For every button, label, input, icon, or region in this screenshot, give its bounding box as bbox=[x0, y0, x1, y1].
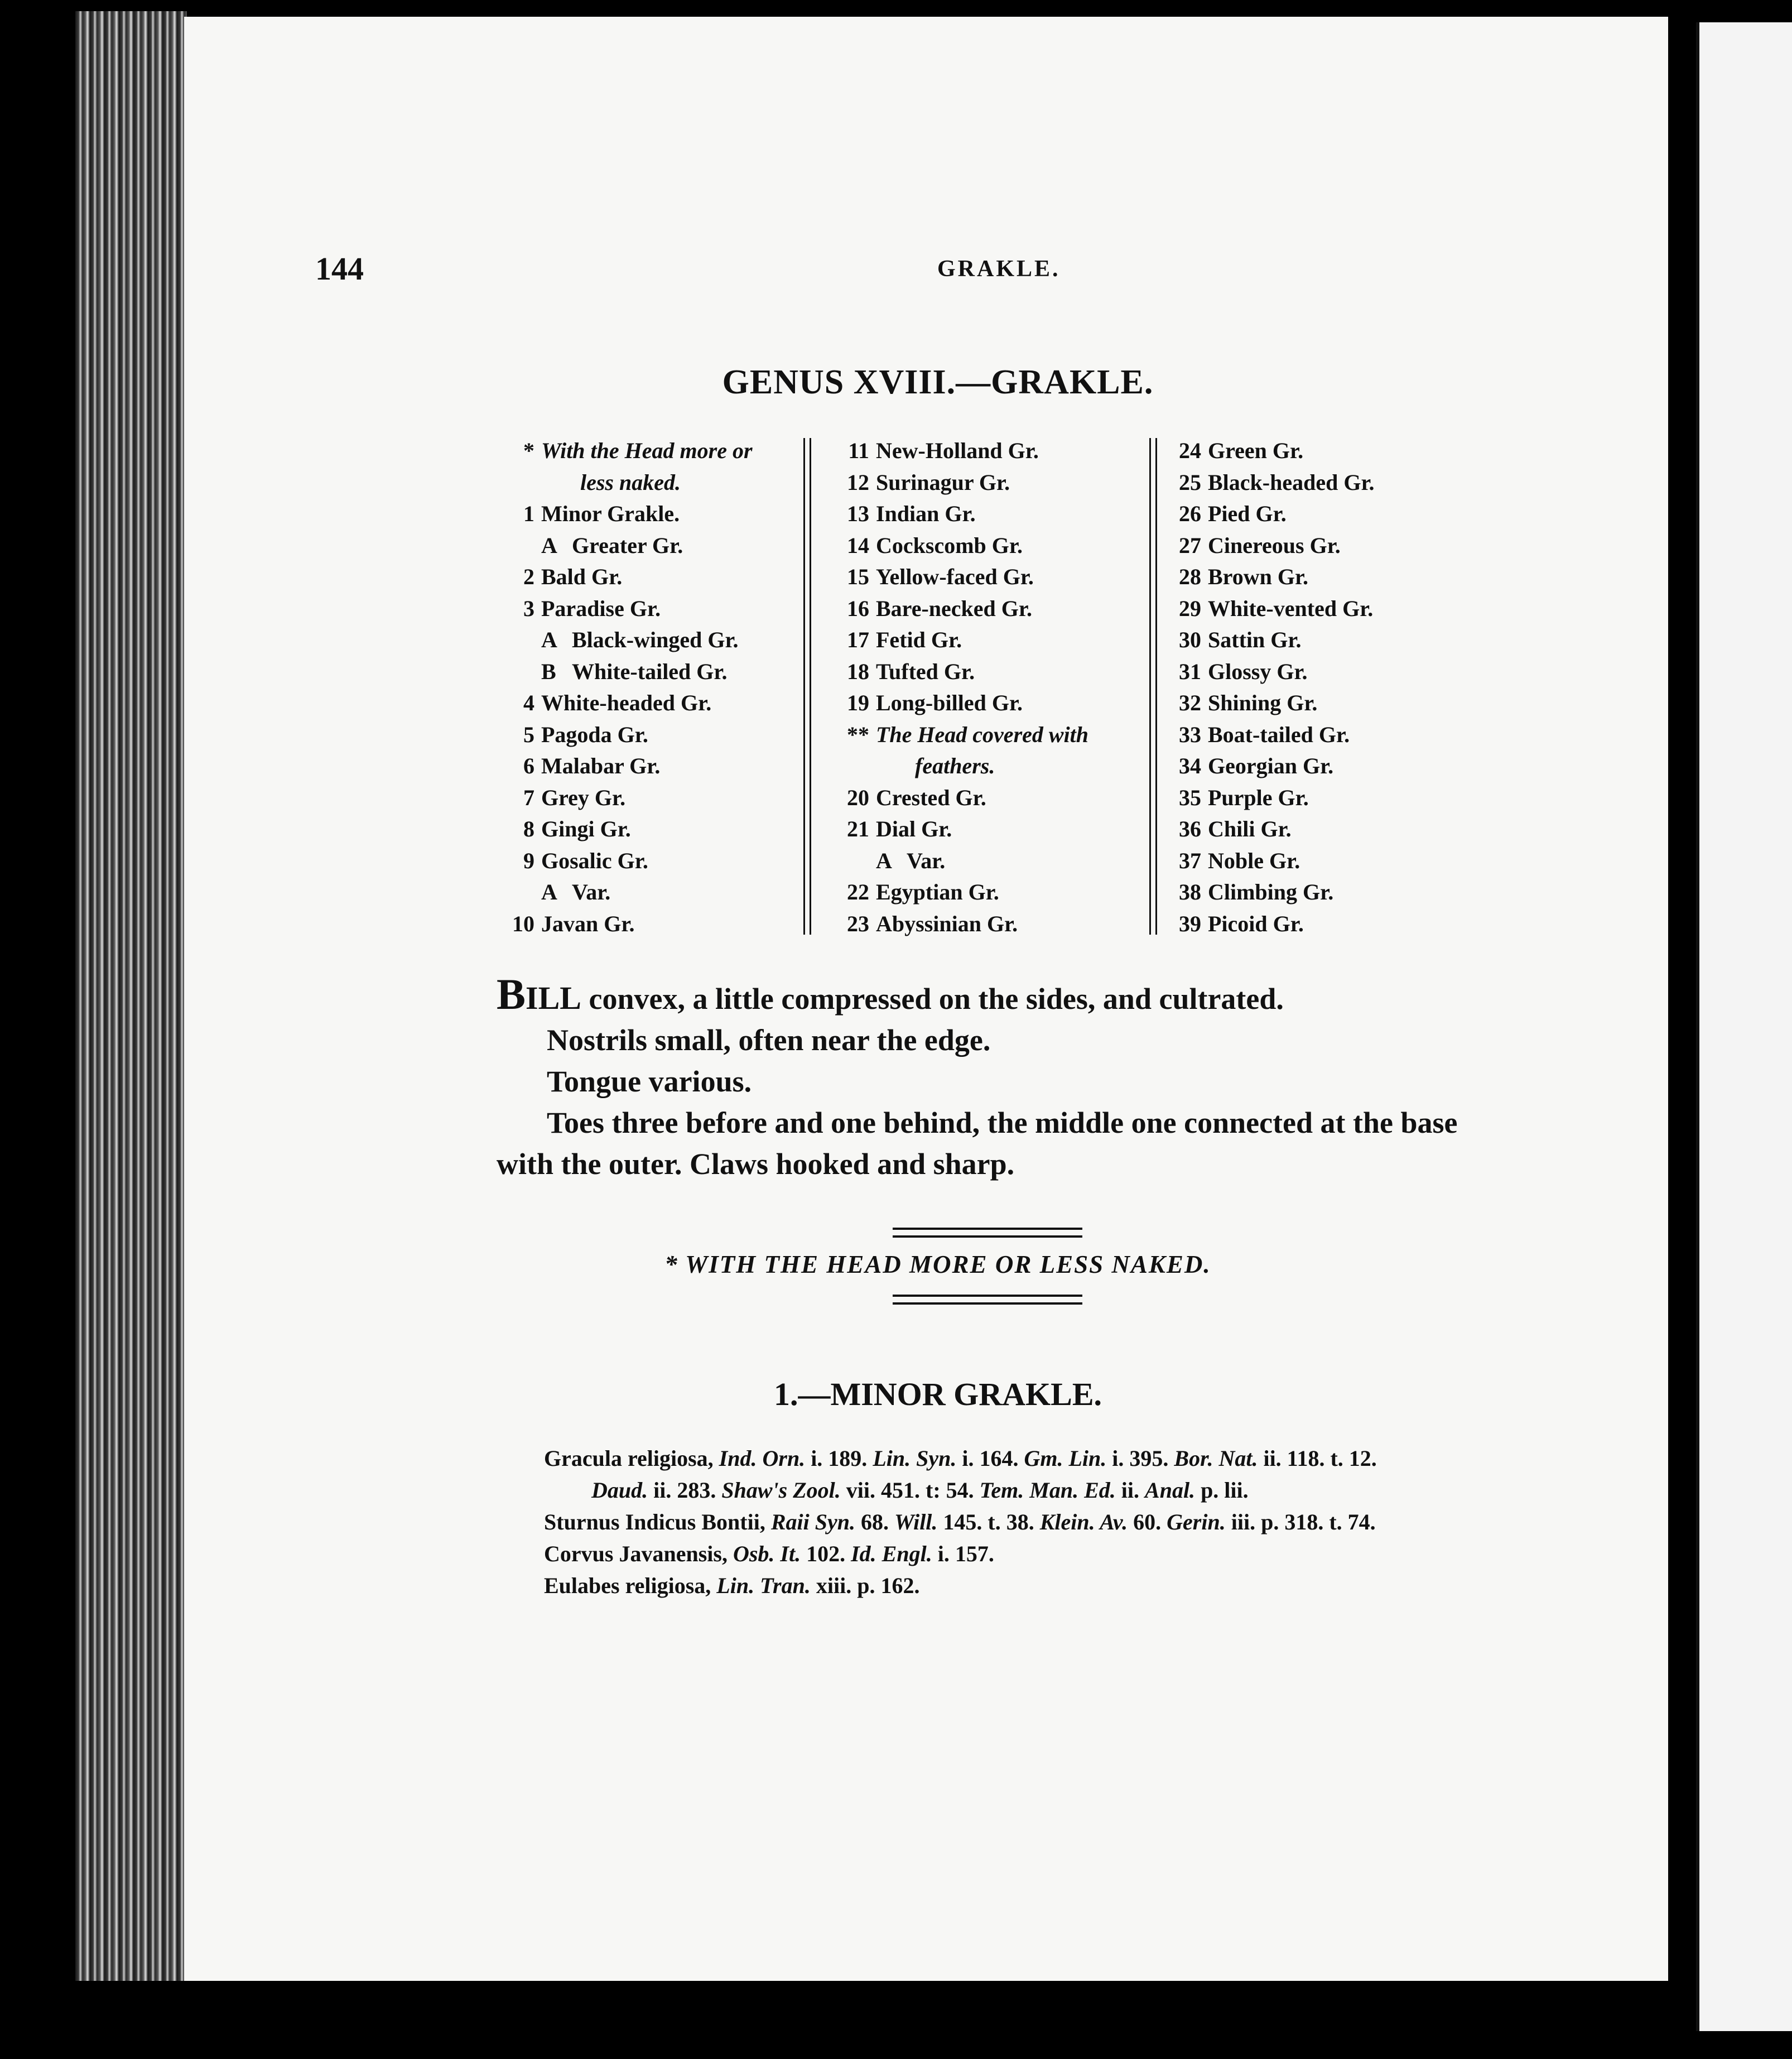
index-column-1 bbox=[502, 435, 815, 940]
synonym-entry bbox=[544, 1506, 1437, 1538]
index-label: Black-headed Gr. bbox=[1208, 469, 1375, 495]
index-entry bbox=[1169, 624, 1504, 656]
index-entry bbox=[502, 845, 815, 877]
index-entry bbox=[837, 814, 1149, 845]
index-number: 36 bbox=[1179, 816, 1201, 841]
index-number: 30 bbox=[1179, 627, 1201, 652]
index-number: 22 bbox=[847, 879, 869, 905]
index-entry bbox=[1169, 908, 1504, 940]
index-label: Gingi Gr. bbox=[541, 816, 631, 841]
index-entry bbox=[502, 782, 815, 814]
small-caps: ILL bbox=[526, 980, 581, 1016]
synonym-entry bbox=[544, 1538, 1437, 1570]
species-title: 1.—MINOR GRAKLE. bbox=[773, 1376, 1102, 1412]
index-label: Boat-tailed Gr. bbox=[1208, 721, 1350, 747]
column-divider bbox=[1149, 438, 1157, 935]
index-label: Yellow-faced Gr. bbox=[876, 564, 1034, 589]
index-entry bbox=[502, 687, 815, 719]
index-entry bbox=[502, 877, 815, 908]
index-entry bbox=[1169, 877, 1504, 908]
index-label: The Head covered with bbox=[876, 721, 1089, 747]
reference-title: Ind. Orn. bbox=[719, 1446, 806, 1471]
reference-text: i. 164. bbox=[956, 1446, 1024, 1471]
reference-title: Anal. bbox=[1145, 1478, 1196, 1503]
index-number: * bbox=[523, 438, 534, 463]
index-number: 27 bbox=[1179, 532, 1201, 558]
reference-title: Id. Engl. bbox=[851, 1541, 932, 1566]
index-entry bbox=[837, 845, 1149, 877]
index-number: 6 bbox=[523, 753, 534, 778]
index-label: Glossy Gr. bbox=[1208, 658, 1308, 684]
reference-title: Lin. Syn. bbox=[873, 1446, 957, 1471]
index-label: Chili Gr. bbox=[1208, 816, 1292, 841]
index-label: Abyssinian Gr. bbox=[876, 911, 1018, 936]
index-label: White-tailed Gr. bbox=[572, 658, 728, 684]
index-entry bbox=[837, 656, 1149, 688]
index-entry bbox=[837, 751, 1149, 782]
reference-text: 60. bbox=[1128, 1509, 1167, 1534]
index-number: 11 bbox=[848, 438, 869, 463]
index-label: White-vented Gr. bbox=[1208, 595, 1374, 621]
index-number: 28 bbox=[1179, 564, 1201, 589]
index-label: Minor Grakle. bbox=[541, 501, 680, 526]
index-number: 26 bbox=[1179, 501, 1201, 526]
variety-letter: A bbox=[541, 879, 557, 905]
index-label: Green Gr. bbox=[1208, 438, 1304, 463]
description-line: Nostrils small, often near the edge. bbox=[547, 1023, 991, 1057]
index-entry bbox=[502, 624, 815, 656]
index-label: White-headed Gr. bbox=[541, 690, 712, 715]
index-number: 39 bbox=[1179, 911, 1201, 936]
reference-text: Gracula religiosa, bbox=[544, 1446, 719, 1471]
index-number: 9 bbox=[523, 848, 534, 873]
reference-text: 68. bbox=[855, 1509, 894, 1534]
index-entry bbox=[502, 467, 815, 499]
index-number: 17 bbox=[847, 627, 869, 652]
index-entry bbox=[1169, 498, 1504, 530]
reference-text: 145. t. 38. bbox=[937, 1509, 1040, 1534]
reference-text: i. 157. bbox=[932, 1541, 994, 1566]
reference-title: Raii Syn. bbox=[770, 1509, 855, 1534]
index-label: Bare-necked Gr. bbox=[876, 595, 1032, 621]
reference-title: Lin. Tran. bbox=[716, 1573, 811, 1598]
ornamental-double-rule bbox=[893, 1228, 1082, 1238]
drop-cap: B bbox=[497, 970, 526, 1018]
reference-title: Daud. bbox=[591, 1478, 648, 1503]
index-number: 10 bbox=[512, 911, 534, 936]
index-number: ** bbox=[847, 721, 869, 747]
index-number: 29 bbox=[1179, 595, 1201, 621]
index-label: Grey Gr. bbox=[541, 785, 626, 810]
page-number: 144 bbox=[315, 251, 364, 287]
index-entry bbox=[502, 435, 815, 467]
reference-text: 102. bbox=[801, 1541, 851, 1566]
reference-title: Bor. Nat. bbox=[1174, 1446, 1258, 1471]
index-number: 32 bbox=[1179, 690, 1201, 715]
index-number: 14 bbox=[847, 532, 869, 558]
index-label: With the Head more or bbox=[541, 438, 753, 463]
index-label: Surinagur Gr. bbox=[876, 469, 1010, 495]
index-entry bbox=[502, 593, 815, 625]
index-number: 1 bbox=[523, 501, 534, 526]
index-label: Fetid Gr. bbox=[876, 627, 962, 652]
index-entry bbox=[1169, 530, 1504, 562]
index-number: 34 bbox=[1179, 753, 1201, 778]
reference-text: ii. 118. t. 12. bbox=[1258, 1446, 1377, 1471]
index-label: Climbing Gr. bbox=[1208, 879, 1334, 905]
variety-letter: B bbox=[541, 658, 556, 684]
index-number: 16 bbox=[847, 595, 869, 621]
index-label: Bald Gr. bbox=[541, 564, 623, 589]
index-label: Brown Gr. bbox=[1208, 564, 1309, 589]
index-label: Pagoda Gr. bbox=[541, 721, 648, 747]
index-entry bbox=[1169, 845, 1504, 877]
index-number: 4 bbox=[523, 690, 534, 715]
index-entry bbox=[502, 751, 815, 782]
index-label: Gosalic Gr. bbox=[541, 848, 648, 873]
index-label: Georgian Gr. bbox=[1208, 753, 1334, 778]
index-entry bbox=[502, 719, 815, 751]
index-entry bbox=[837, 530, 1149, 562]
index-label: Crested Gr. bbox=[876, 785, 986, 810]
index-number: 15 bbox=[847, 564, 869, 589]
index-entry bbox=[502, 561, 815, 593]
index-column-3 bbox=[1169, 435, 1504, 940]
index-entry bbox=[502, 656, 815, 688]
reference-text: i. 395. bbox=[1106, 1446, 1174, 1471]
column-divider bbox=[803, 438, 811, 935]
variety-letter: A bbox=[541, 532, 557, 558]
index-entry bbox=[502, 908, 815, 940]
index-label: Black-winged Gr. bbox=[572, 627, 739, 652]
index-label: Var. bbox=[907, 848, 946, 873]
index-label: Purple Gr. bbox=[1208, 785, 1309, 810]
reference-text: i. 189. bbox=[805, 1446, 873, 1471]
index-number: 31 bbox=[1179, 658, 1201, 684]
reference-text: ii. 283. bbox=[648, 1478, 722, 1503]
index-number: 23 bbox=[847, 911, 869, 936]
index-label: Shining Gr. bbox=[1208, 690, 1318, 715]
index-label: Greater Gr. bbox=[572, 532, 683, 558]
index-entry bbox=[1169, 656, 1504, 688]
index-label: Picoid Gr. bbox=[1208, 911, 1304, 936]
index-entry bbox=[837, 719, 1149, 751]
index-number: 3 bbox=[523, 595, 534, 621]
reference-title: Will. bbox=[894, 1509, 938, 1534]
index-number: 13 bbox=[847, 501, 869, 526]
index-entry bbox=[1169, 814, 1504, 845]
reference-title: Klein. Av. bbox=[1039, 1509, 1128, 1534]
index-label: Noble Gr. bbox=[1208, 848, 1300, 873]
reference-text: xiii. p. 162. bbox=[810, 1573, 920, 1598]
index-entry bbox=[502, 498, 815, 530]
index-label: Cockscomb Gr. bbox=[876, 532, 1023, 558]
index-label: New-Holland Gr. bbox=[876, 438, 1039, 463]
index-label: Cinereous Gr. bbox=[1208, 532, 1341, 558]
index-entry bbox=[837, 561, 1149, 593]
genus-description bbox=[497, 970, 1484, 1185]
variety-letter: A bbox=[541, 627, 557, 652]
index-entry bbox=[1169, 435, 1504, 467]
index-number: 8 bbox=[523, 816, 534, 841]
variety-letter: A bbox=[876, 848, 892, 873]
index-number: 38 bbox=[1179, 879, 1201, 905]
index-entry bbox=[837, 908, 1149, 940]
index-number: 19 bbox=[847, 690, 869, 715]
index-entry bbox=[837, 593, 1149, 625]
index-entry bbox=[1169, 687, 1504, 719]
book-page-edges bbox=[75, 11, 187, 1981]
index-entry bbox=[1169, 751, 1504, 782]
index-number: 2 bbox=[523, 564, 534, 589]
reference-text: iii. p. 318. t. 74. bbox=[1225, 1509, 1376, 1534]
index-label: less naked. bbox=[580, 469, 681, 495]
reference-title: Gm. Lin. bbox=[1024, 1446, 1107, 1471]
facing-page-margin bbox=[1696, 22, 1792, 2031]
index-entry bbox=[837, 498, 1149, 530]
reference-text: Sturnus Indicus Bontii, bbox=[544, 1509, 771, 1534]
synonym-entry bbox=[544, 1570, 1437, 1601]
index-label: Var. bbox=[572, 879, 611, 905]
ornamental-double-rule bbox=[893, 1295, 1082, 1305]
index-entry bbox=[837, 467, 1149, 499]
index-entry bbox=[837, 877, 1149, 908]
index-label: Pied Gr. bbox=[1208, 501, 1287, 526]
index-label: Paradise Gr. bbox=[541, 595, 661, 621]
index-entry bbox=[837, 782, 1149, 814]
index-label: Egyptian Gr. bbox=[876, 879, 999, 905]
reference-title: Tem. Man. Ed. bbox=[979, 1478, 1116, 1503]
index-entry bbox=[837, 687, 1149, 719]
index-number: 24 bbox=[1179, 438, 1201, 463]
reference-title: Gerin. bbox=[1167, 1509, 1226, 1534]
description-line: Toes three before and one behind, the middle one connected at the base with the outer. Claws hooked and sharp. bbox=[497, 1106, 1458, 1181]
section-heading: * WITH THE HEAD MORE OR LESS NAKED. bbox=[664, 1250, 1211, 1278]
index-entry bbox=[1169, 561, 1504, 593]
index-label: Long-billed Gr. bbox=[876, 690, 1023, 715]
index-entry bbox=[502, 814, 815, 845]
reference-title: Shaw's Zool. bbox=[721, 1478, 841, 1503]
index-number: 20 bbox=[847, 785, 869, 810]
reference-text: p. lii. bbox=[1195, 1478, 1249, 1503]
genus-title: GENUS XVIII.—GRAKLE. bbox=[722, 363, 1154, 401]
index-label: Tufted Gr. bbox=[876, 658, 975, 684]
index-label: Malabar Gr. bbox=[541, 753, 661, 778]
index-entry bbox=[837, 624, 1149, 656]
index-entry bbox=[1169, 467, 1504, 499]
description-line: Tongue various. bbox=[547, 1065, 752, 1098]
index-label: Javan Gr. bbox=[541, 911, 635, 936]
reference-text: vii. 451. t: 54. bbox=[840, 1478, 980, 1503]
index-entry bbox=[1169, 719, 1504, 751]
reference-text: ii. bbox=[1115, 1478, 1145, 1503]
index-number: 37 bbox=[1179, 848, 1201, 873]
index-number: 7 bbox=[523, 785, 534, 810]
index-number: 33 bbox=[1179, 721, 1201, 747]
index-number: 21 bbox=[847, 816, 869, 841]
reference-text: Eulabes religiosa, bbox=[544, 1573, 717, 1598]
index-entry bbox=[1169, 782, 1504, 814]
index-number: 12 bbox=[847, 469, 869, 495]
running-title: GRAKLE. bbox=[937, 256, 1061, 282]
index-number: 35 bbox=[1179, 785, 1201, 810]
index-entry bbox=[502, 530, 815, 562]
reference-text: Corvus Javanensis, bbox=[544, 1541, 733, 1566]
synonymy-list bbox=[544, 1442, 1437, 1601]
index-number: 25 bbox=[1179, 469, 1201, 495]
index-label: feathers. bbox=[915, 753, 995, 778]
index-entry bbox=[837, 435, 1149, 467]
index-number: 5 bbox=[523, 721, 534, 747]
index-column-2 bbox=[837, 435, 1149, 940]
synonym-entry bbox=[544, 1442, 1437, 1506]
index-label: Indian Gr. bbox=[876, 501, 976, 526]
index-label: Sattin Gr. bbox=[1208, 627, 1302, 652]
index-number: 18 bbox=[847, 658, 869, 684]
reference-title: Osb. It. bbox=[733, 1541, 801, 1566]
description-line: BILL convex, a little compressed on the sides, and cultrated. bbox=[497, 970, 1284, 1018]
index-label: Dial Gr. bbox=[876, 816, 952, 841]
index-entry bbox=[1169, 593, 1504, 625]
